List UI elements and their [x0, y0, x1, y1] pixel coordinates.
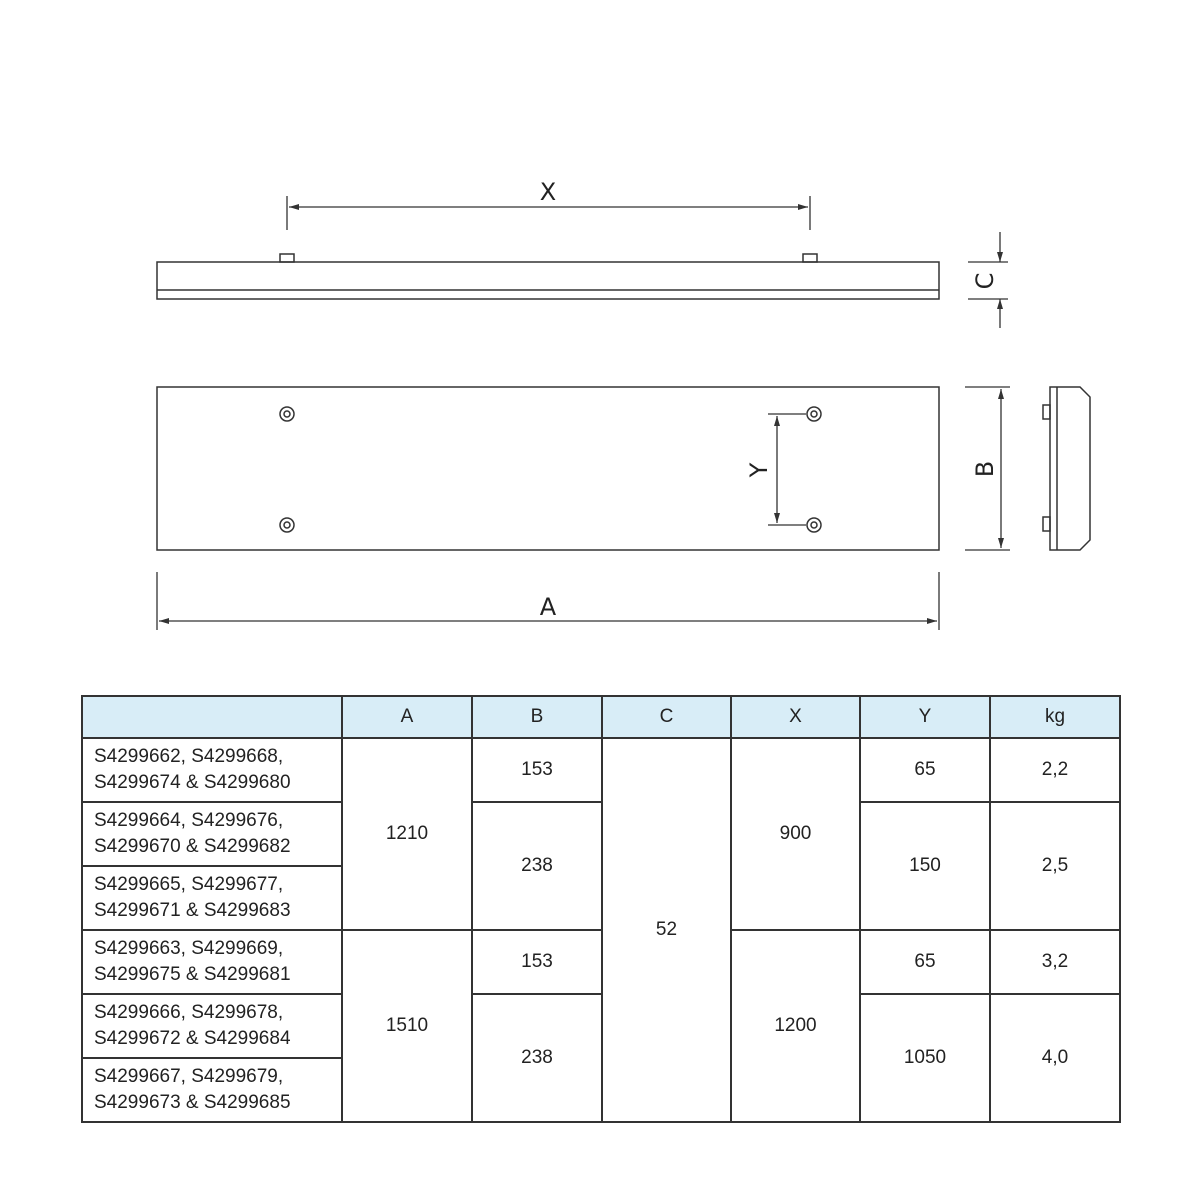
dimension-a-label: A: [539, 593, 557, 621]
top-view: [157, 387, 939, 550]
mounting-hole-top-left: [280, 407, 294, 421]
table-row: [82, 738, 1120, 802]
mounting-hole-top-right: [807, 407, 821, 421]
model-cell: S4299662, S4299668, S4299674 & S4299680: [82, 738, 342, 802]
header-c: C: [602, 696, 731, 738]
model-cell: S4299666, S4299678, S4299672 & S4299684: [82, 994, 342, 1058]
table-row: [82, 930, 1120, 994]
x-cell: 1200: [731, 930, 860, 1122]
dimension-x-label: X: [539, 178, 557, 206]
b-cell: 153: [472, 738, 602, 802]
header-model: [82, 696, 342, 738]
side-view-stud-left: [280, 254, 294, 262]
model-cell: S4299667, S4299679, S4299673 & S4299685: [82, 1058, 342, 1122]
end-view-body: [1050, 387, 1090, 550]
end-view: [1043, 387, 1090, 550]
table-row: [82, 994, 1120, 1058]
dimension-b-label: B: [971, 460, 999, 478]
specification-table: [81, 695, 1121, 1123]
kg-cell: 2,5: [990, 802, 1120, 930]
header-a: A: [342, 696, 472, 738]
y-cell: 1050: [860, 994, 990, 1122]
model-cell: S4299664, S4299676, S4299670 & S4299682: [82, 802, 342, 866]
y-cell: 65: [860, 738, 990, 802]
table-row: [82, 802, 1120, 866]
b-cell: 153: [472, 930, 602, 994]
a-cell: 1510: [342, 930, 472, 1122]
mounting-hole-bottom-left: [280, 518, 294, 532]
a-cell: 1210: [342, 738, 472, 930]
table-header-row: [82, 696, 1120, 738]
b-cell: 238: [472, 994, 602, 1122]
header-x: X: [731, 696, 860, 738]
dimension-y: [768, 414, 806, 525]
header-kg: kg: [990, 696, 1120, 738]
model-cell: S4299665, S4299677, S4299671 & S4299683: [82, 866, 342, 930]
side-view: [157, 254, 939, 299]
kg-cell: 2,2: [990, 738, 1120, 802]
dimension-c-label: C: [971, 272, 999, 290]
header-y: Y: [860, 696, 990, 738]
model-cell: S4299663, S4299669, S4299675 & S4299681: [82, 930, 342, 994]
kg-cell: 3,2: [990, 930, 1120, 994]
y-cell: 65: [860, 930, 990, 994]
side-view-body: [157, 262, 939, 299]
header-b: B: [472, 696, 602, 738]
side-view-stud-right: [803, 254, 817, 262]
y-cell: 150: [860, 802, 990, 930]
b-cell: 238: [472, 802, 602, 930]
x-cell: 900: [731, 738, 860, 930]
c-cell: 52: [602, 738, 731, 1122]
mounting-hole-bottom-right: [807, 518, 821, 532]
kg-cell: 4,0: [990, 994, 1120, 1122]
dimension-y-label: Y: [745, 462, 773, 478]
